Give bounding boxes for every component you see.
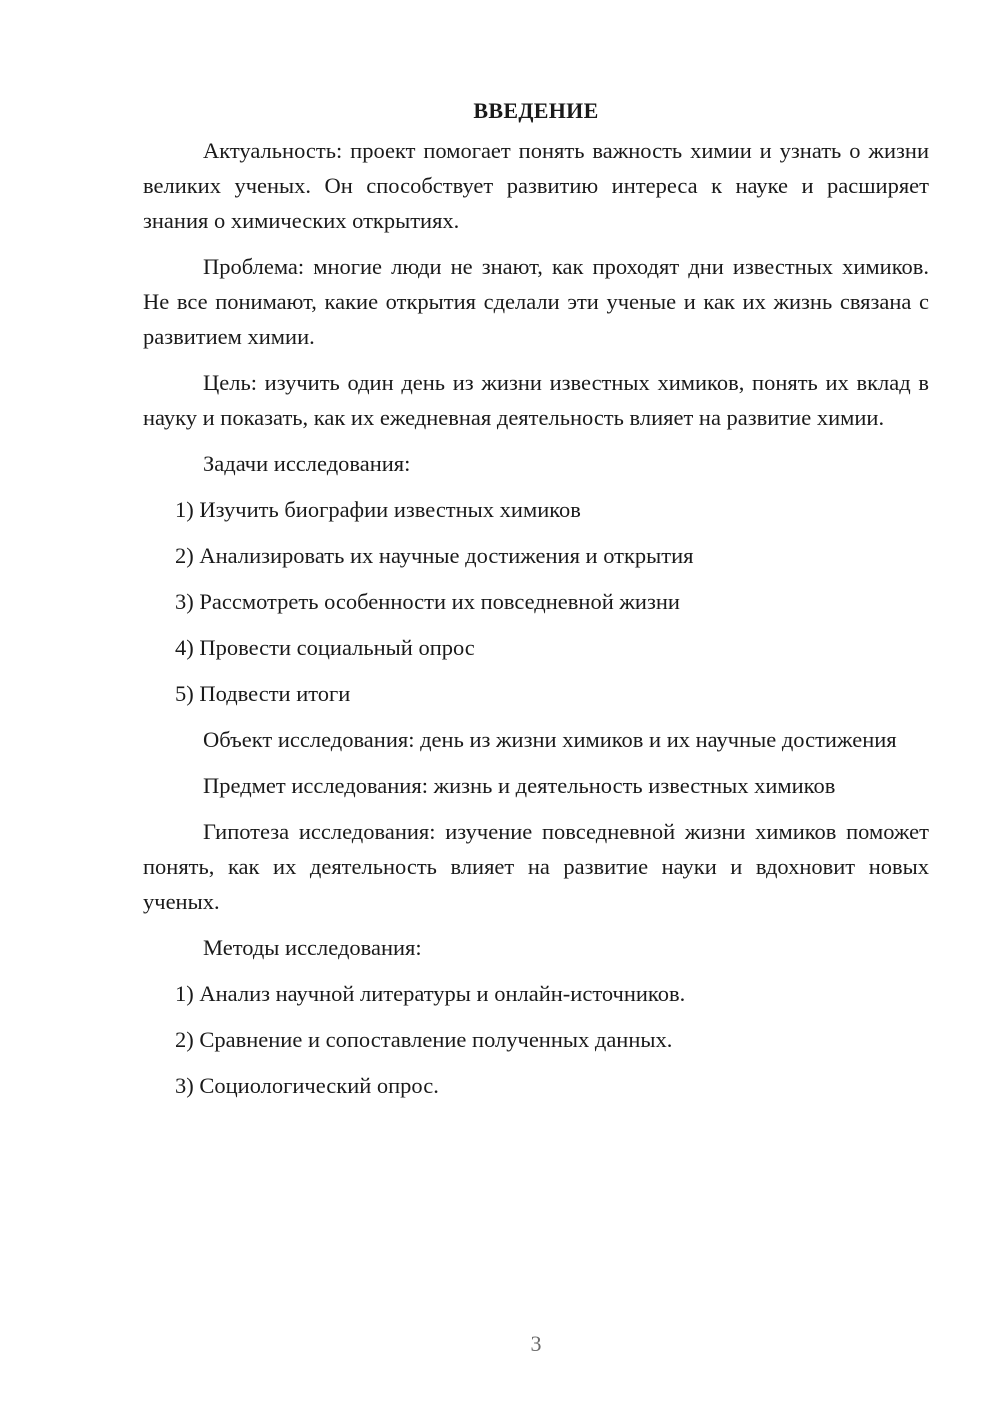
problem-paragraph: Проблема: многие люди не знают, как проходят дни известных химиков. Не все понимают, какие открытия сделали эти ученые и как их жизнь связана с развитием химии. bbox=[143, 254, 929, 349]
object-paragraph: Объект исследования: день из жизни химиков и их научные достижения bbox=[203, 727, 897, 752]
method-item: 2) Сравнение и сопоставление полученных данных. bbox=[175, 1027, 673, 1052]
task-item: 3) Рассмотреть особенности их повседневной жизни bbox=[175, 589, 680, 614]
subject-paragraph: Предмет исследования: жизнь и деятельность известных химиков bbox=[203, 773, 836, 798]
task-item: 5) Подвести итоги bbox=[175, 681, 351, 706]
page-content bbox=[143, 94, 929, 1114]
method-item: 1) Анализ научной литературы и онлайн-источников. bbox=[175, 981, 686, 1006]
tasks-label: Задачи исследования: bbox=[203, 451, 411, 476]
task-item: 2) Анализировать их научные достижения и открытия bbox=[175, 543, 694, 568]
section-heading: ВВЕДЕНИЕ bbox=[473, 98, 599, 123]
hypothesis-paragraph: Гипотеза исследования: изучение повседневной жизни химиков поможет понять, как их деятельность влияет на развитие науки и вдохновит новых ученых. bbox=[143, 819, 929, 914]
task-item: 4) Провести социальный опрос bbox=[175, 635, 475, 660]
page-number: 3 bbox=[530, 1331, 542, 1356]
relevance-paragraph: Актуальность: проект помогает понять важность химии и узнать о жизни великих ученых. Он способствует развитию интереса к науке и расширяет знания о химических открытиях. bbox=[143, 138, 929, 233]
goal-paragraph: Цель: изучить один день из жизни известных химиков, понять их вклад в науку и показать, как их ежедневная деятельность влияет на развитие химии. bbox=[143, 370, 929, 430]
method-item: 3) Социологический опрос. bbox=[175, 1073, 439, 1098]
methods-label: Методы исследования: bbox=[203, 935, 422, 960]
task-item: 1) Изучить биографии известных химиков bbox=[175, 497, 581, 522]
